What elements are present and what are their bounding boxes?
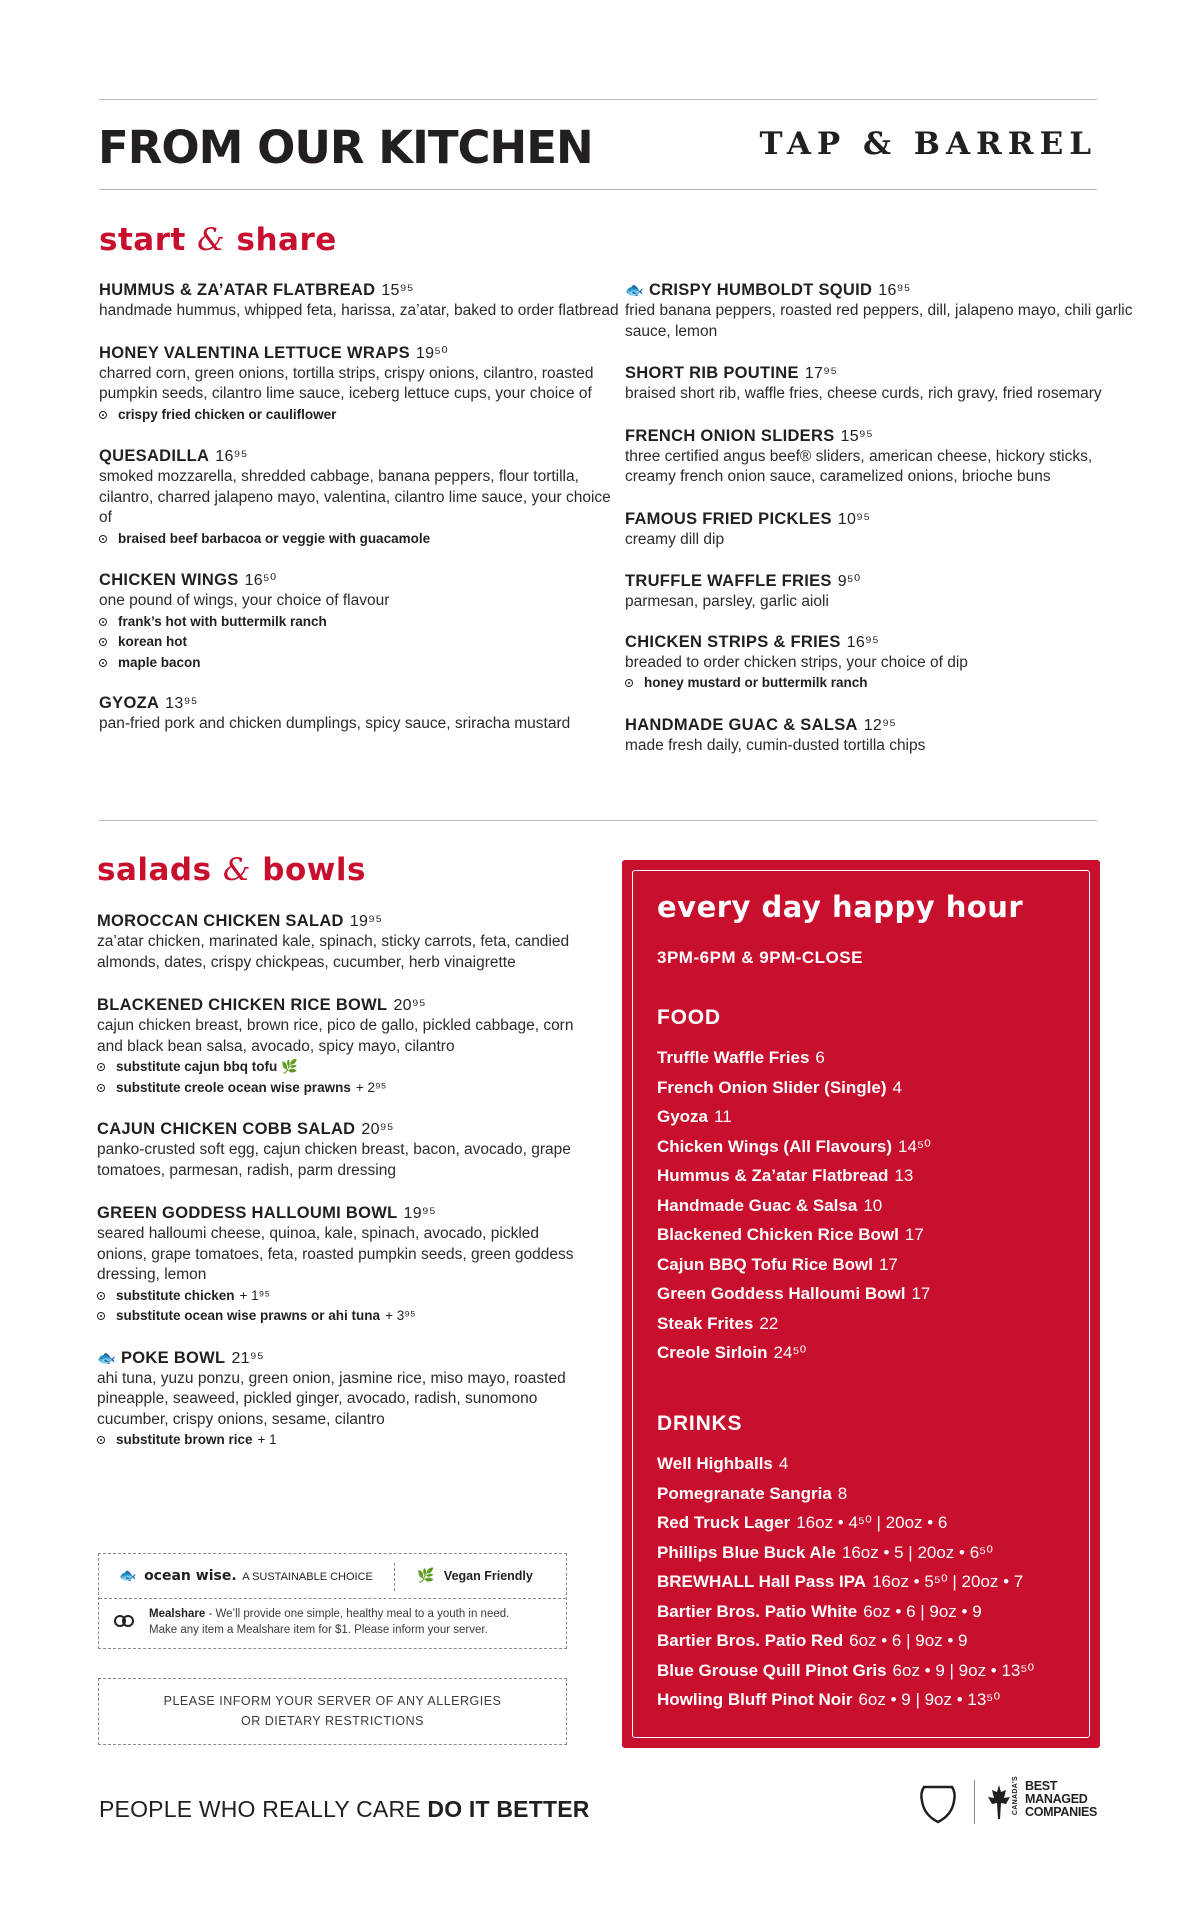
item-price: 20⁹⁵ — [361, 1121, 394, 1138]
happy-hour-item — [657, 1479, 1067, 1509]
award-line: COMPANIES — [1025, 1805, 1098, 1819]
happy-hour-item — [657, 1279, 1067, 1309]
item-description: three certified angus beef® sliders, american cheese, hickory sticks, creamy french onion sauce, caramelized onions, brioche buns — [625, 447, 1093, 485]
happy-hour-item-price: 11 — [714, 1107, 732, 1126]
menu-item — [625, 426, 1145, 488]
happy-hour-item-name: Red Truck Lager — [657, 1513, 791, 1532]
happy-hour-item-price: 16oz • 5⁵⁰ | 20oz • 7 — [872, 1572, 1024, 1591]
item-name: CAJUN CHICKEN COBB SALAD — [97, 1120, 356, 1138]
item-description: ahi tuna, yuzu ponzu, green onion, jasmine rice, miso mayo, roasted pineapple, seaweed, pickled ginger, avocado, radish, sunomono cucumber, crispy onions, sesame, cilantro — [97, 1369, 566, 1428]
happy-hour-item-price: 4 — [892, 1077, 902, 1097]
leaf-icon: 🌿 — [417, 1567, 435, 1583]
menu-item — [97, 1203, 577, 1327]
happy-hour-item-name: Howling Bluff Pinot Noir — [657, 1690, 853, 1709]
happy-hour-item — [657, 1508, 1067, 1538]
item-name: HUMMUS & ZA’ATAR FLATBREAD — [99, 281, 376, 299]
option-text: braised beef barbacoa or veggie with guacamole — [118, 530, 431, 546]
item-description: za’atar chicken, marinated kale, spinach, sticky carrots, feta, candied almonds, dates, crispy chickpeas, cucumber, herb vinaigrette — [97, 933, 570, 971]
menu-item — [97, 1119, 577, 1181]
happy-hour-item-name: Bartier Bros. Patio White — [657, 1601, 858, 1621]
menu-item — [99, 343, 619, 426]
award-line: BEST — [1025, 1779, 1058, 1793]
happy-hour-item-price: 17 — [904, 1225, 924, 1244]
happy-hour-item-price: 16oz • 4⁵⁰ | 20oz • 6 — [796, 1513, 948, 1532]
ocean-wise-fish-icon: 🐟 — [97, 1349, 116, 1367]
item-option — [625, 673, 1145, 694]
option-text: honey mustard or buttermilk ranch — [644, 675, 868, 690]
item-option — [97, 1306, 577, 1327]
item-description: pan-fried pork and chicken dumplings, spicy sauce, sriracha mustard — [99, 715, 571, 732]
happy-hour-item-price: 13 — [894, 1166, 914, 1185]
option-upcharge: + 1 — [257, 1432, 277, 1447]
item-option — [97, 1286, 577, 1307]
happy-hour-item-price: 10 — [863, 1195, 883, 1215]
item-description: creamy dill dip — [625, 530, 725, 548]
item-description: parmesan, parsley, garlic aioli — [625, 593, 829, 610]
happy-hour-item-name: Gyoza — [657, 1107, 709, 1126]
option-text: substitute cajun bbq tofu 🌿 — [116, 1059, 298, 1074]
vegan-badge — [417, 1567, 533, 1584]
item-description: braised short rib, waffle fries, cheese curds, rich gravy, fried rosemary — [625, 385, 1102, 402]
item-option — [99, 529, 619, 550]
item-description: charred corn, green onions, tortilla strips, crispy onions, cilantro, roasted pumpkin seeds, cilantro lime sauce, iceberg lettuce cups, your choice of — [99, 364, 594, 402]
happy-hour-item-price: 17 — [878, 1254, 898, 1274]
menu-item — [625, 509, 1145, 551]
item-price: 21⁹⁵ — [231, 1349, 264, 1367]
tagline-bold: DO IT BETTER — [427, 1796, 590, 1822]
happy-hour-title: every day happy hour — [657, 890, 1024, 924]
menu-item — [97, 1348, 577, 1451]
happy-hour-item — [657, 1656, 1067, 1686]
award-line: MANAGED — [1025, 1792, 1088, 1806]
happy-hour-item — [657, 1449, 1067, 1479]
option-bullet-icon — [97, 1292, 105, 1300]
option-bullet-icon — [99, 659, 107, 667]
section-rule — [99, 820, 1097, 821]
item-option — [99, 632, 619, 653]
tagline — [99, 1796, 590, 1823]
option-bullet-icon — [97, 1436, 105, 1444]
happy-hour-item-price: 6oz • 9 | 9oz • 13⁵⁰ — [858, 1690, 1001, 1709]
item-option — [97, 1078, 577, 1099]
happy-hour-item — [657, 1102, 1067, 1132]
info-divider — [394, 1563, 396, 1591]
happy-hour-item — [657, 1309, 1067, 1339]
item-name: HONEY VALENTINA LETTUCE WRAPS — [99, 343, 410, 362]
happy-hour-item-name: Steak Frites — [657, 1313, 754, 1333]
item-title — [99, 280, 619, 301]
item-title — [625, 715, 1145, 736]
allergy-notice — [98, 1678, 567, 1745]
happy-hour-item-price: 8 — [837, 1483, 848, 1503]
option-bullet-icon — [97, 1063, 105, 1071]
item-price: 19⁹⁵ — [349, 913, 383, 930]
item-price: 19⁹⁵ — [403, 1205, 436, 1222]
menu-item — [625, 571, 1145, 613]
vegan-text: Vegan Friendly — [443, 1569, 533, 1583]
item-price: 17⁹⁵ — [804, 365, 838, 382]
item-name: FRENCH ONION SLIDERS — [625, 426, 835, 445]
item-name: QUESADILLA — [99, 447, 210, 465]
happy-hour-item-price: 14⁵⁰ — [898, 1136, 931, 1156]
option-bullet-icon — [99, 411, 107, 419]
ocean-wise-badge — [119, 1567, 373, 1584]
happy-hour-item-name: Blackened Chicken Rice Bowl — [657, 1225, 899, 1244]
happy-hour-item-name: Pomegranate Sangria — [657, 1483, 832, 1503]
item-description: cajun chicken breast, brown rice, pico de gallo, pickled cabbage, corn and black bean salsa, avocado, spicy mayo, cilantro — [97, 1017, 574, 1055]
item-title — [99, 570, 619, 591]
item-name: CHICKEN WINGS — [99, 571, 239, 589]
item-price: 15⁹⁵ — [840, 427, 873, 445]
happy-hour-item — [657, 1043, 1067, 1073]
happy-hour-item — [657, 1338, 1067, 1368]
item-title — [625, 426, 1145, 447]
item-title — [97, 1348, 577, 1369]
ocean-wise-fish-icon: 🐟 — [625, 282, 644, 299]
fish-icon: 🐟 — [119, 1567, 137, 1583]
title-word: salads — [97, 852, 212, 888]
menu-item — [97, 911, 577, 973]
item-price: 16⁹⁵ — [846, 633, 880, 651]
top-rule — [99, 99, 1097, 100]
item-option — [97, 1057, 577, 1078]
item-option — [99, 612, 619, 633]
item-description: one pound of wings, your choice of flavour — [99, 592, 390, 609]
happy-hour-item-name: BREWHALL Hall Pass IPA — [657, 1572, 867, 1591]
option-text: substitute ocean wise prawns or ahi tuna — [116, 1308, 381, 1323]
item-title — [625, 571, 1145, 592]
item-name: GREEN GODDESS HALLOUMI BOWL — [97, 1204, 398, 1222]
happy-hour-item — [657, 1073, 1067, 1103]
menu-item — [97, 995, 577, 1098]
item-description: made fresh daily, cumin-dusted tortilla chips — [625, 736, 926, 754]
item-name: HANDMADE GUAC & SALSA — [625, 715, 858, 734]
happy-hour-item — [657, 1685, 1067, 1715]
option-text: frank’s hot with buttermilk ranch — [118, 613, 327, 629]
info-top-row — [99, 1554, 566, 1599]
happy-hour-item-name: Chicken Wings (All Flavours) — [657, 1136, 893, 1156]
item-name: CRISPY HUMBOLDT SQUID — [648, 281, 873, 299]
happy-hour-item-name: French Onion Slider (Single) — [657, 1077, 887, 1097]
happy-hour-item — [657, 1132, 1067, 1162]
menu-item — [99, 446, 619, 549]
option-bullet-icon — [97, 1312, 105, 1320]
option-text: substitute creole ocean wise prawns — [116, 1079, 351, 1095]
item-name: BLACKENED CHICKEN RICE BOWL — [97, 996, 388, 1014]
food-heading: FOOD — [657, 1006, 721, 1029]
allergy-line2: OR DIETARY RESTRICTIONS — [240, 1714, 425, 1728]
item-title — [625, 632, 1145, 653]
salads-bowls-title — [97, 852, 366, 888]
drinks-list — [657, 1449, 1067, 1715]
happy-hour-item — [657, 1220, 1067, 1250]
item-option — [99, 653, 619, 674]
menu-item — [625, 363, 1145, 405]
happy-hour-item — [657, 1161, 1067, 1191]
happy-hour-item — [657, 1567, 1067, 1597]
maple-leaf-icon — [988, 1785, 1010, 1824]
item-title — [99, 446, 619, 467]
item-price: 13⁹⁵ — [165, 695, 198, 712]
title-word: share — [236, 222, 337, 258]
item-price: 20⁹⁵ — [393, 997, 426, 1014]
start-share-left-column — [99, 280, 619, 735]
item-title — [99, 693, 619, 714]
happy-hour-item-price: 16oz • 5 | 20oz • 6⁵⁰ — [841, 1542, 994, 1562]
start-share-right-column — [625, 280, 1145, 756]
menu-item — [99, 280, 619, 322]
tagline-regular: PEOPLE WHO REALLY CARE — [99, 1796, 428, 1822]
option-bullet-icon — [97, 1084, 105, 1092]
shield-icon — [918, 1783, 958, 1830]
mealshare-line2: Make any item a Mealshare item for $1. Please inform your server. — [149, 1624, 488, 1636]
happy-hour-item — [657, 1538, 1067, 1568]
item-description: fried banana peppers, roasted red peppers, dill, jalapeno mayo, chili garlic sauce, lemon — [625, 302, 1133, 340]
start-share-title — [99, 222, 337, 258]
item-name: TRUFFLE WAFFLE FRIES — [625, 572, 832, 590]
item-title — [97, 1119, 577, 1140]
item-price: 12⁹⁵ — [863, 716, 897, 734]
happy-hour-item-name: Handmade Guac & Salsa — [657, 1195, 858, 1215]
happy-hour-item — [657, 1191, 1067, 1221]
happy-hour-item-name: Green Goddess Halloumi Bowl — [657, 1284, 906, 1303]
item-title — [625, 363, 1145, 384]
happy-hour-panel — [622, 860, 1100, 1748]
happy-hour-item-price: 17 — [911, 1284, 931, 1303]
mealshare-text — [149, 1606, 509, 1638]
option-bullet-icon — [99, 618, 107, 626]
option-text: substitute brown rice — [116, 1432, 253, 1447]
option-bullet-icon — [99, 638, 107, 646]
item-name: SHORT RIB POUTINE — [625, 364, 799, 382]
item-title — [97, 1203, 577, 1224]
option-bullet-icon — [625, 679, 633, 687]
item-name: GYOZA — [99, 694, 160, 712]
title-word: bowls — [262, 852, 366, 888]
ocean-wise-logo: ocean wise. — [144, 1568, 237, 1584]
happy-hour-item-name: Blue Grouse Quill Pinot Gris — [657, 1660, 887, 1680]
item-title — [99, 343, 619, 364]
mealshare-icon — [113, 1614, 133, 1626]
happy-hour-item — [657, 1626, 1067, 1656]
option-bullet-icon — [99, 535, 107, 543]
item-price: 19⁵⁰ — [415, 344, 448, 362]
item-price: 10⁹⁵ — [837, 510, 871, 528]
item-option — [97, 1430, 577, 1451]
item-price: 16⁹⁵ — [215, 448, 248, 465]
item-price: 9⁵⁰ — [837, 573, 861, 590]
happy-hour-item — [657, 1250, 1067, 1280]
drinks-heading: DRINKS — [657, 1412, 743, 1435]
happy-hour-item-name: Truffle Waffle Fries — [657, 1048, 810, 1067]
header-rule — [99, 189, 1097, 190]
item-description: smoked mozzarella, shredded cabbage, banana peppers, flour tortilla, cilantro, charred jalapeno mayo, valentina, cilantro lime sauce, your choice of — [99, 468, 611, 526]
mealshare-name: Mealshare — [149, 1608, 206, 1620]
salads-bowls-column — [97, 911, 577, 1451]
happy-hour-item-name: Cajun BBQ Tofu Rice Bowl — [657, 1254, 873, 1274]
title-amp: & — [222, 852, 251, 888]
option-upcharge: + 3⁹⁵ — [385, 1308, 416, 1323]
info-box — [98, 1553, 567, 1649]
title-amp: & — [197, 222, 226, 258]
ocean-wise-text: A SUSTAINABLE CHOICE — [242, 1571, 373, 1583]
happy-hour-item-price: 4 — [778, 1454, 789, 1473]
menu-item — [625, 715, 1145, 757]
happy-hour-item-name: Creole Sirloin — [657, 1343, 768, 1362]
option-text: maple bacon — [118, 654, 201, 670]
menu-item — [625, 280, 1145, 342]
item-name: CHICKEN STRIPS & FRIES — [625, 632, 841, 651]
item-title — [97, 911, 577, 932]
item-price: 16⁹⁵ — [878, 282, 911, 299]
best-managed-logo — [1025, 1780, 1097, 1819]
item-name: MOROCCAN CHICKEN SALAD — [97, 912, 344, 930]
happy-hour-item-price: 24⁵⁰ — [773, 1343, 807, 1362]
menu-item — [625, 632, 1145, 694]
happy-hour-item-price: 6oz • 9 | 9oz • 13⁵⁰ — [892, 1660, 1035, 1680]
item-name: FAMOUS FRIED PICKLES — [625, 509, 832, 528]
mealshare-line1: - We’ll provide one simple, healthy meal to a youth in need. — [205, 1608, 510, 1620]
item-title — [625, 509, 1145, 530]
happy-hour-item-name: Bartier Bros. Patio Red — [657, 1631, 844, 1650]
happy-hour-item-price: 6 — [815, 1048, 825, 1067]
option-text: substitute chicken — [116, 1287, 235, 1303]
item-description: handmade hummus, whipped feta, harissa, za’atar, baked to order flatbread — [99, 302, 619, 319]
menu-item — [99, 693, 619, 735]
title-word: start — [99, 222, 186, 258]
item-name: POKE BOWL — [120, 1348, 226, 1367]
option-text: crispy fried chicken or cauliflower — [118, 406, 337, 422]
item-title — [625, 280, 1145, 301]
allergy-line1: PLEASE INFORM YOUR SERVER OF ANY ALLERGIES — [163, 1694, 502, 1708]
happy-hour-item-price: 6oz • 6 | 9oz • 9 — [863, 1601, 982, 1621]
option-upcharge: + 2⁹⁵ — [355, 1079, 387, 1095]
menu-item — [99, 570, 619, 673]
option-text: korean hot — [118, 634, 188, 649]
option-upcharge: + 1⁹⁵ — [239, 1287, 271, 1303]
item-price: 16⁵⁰ — [244, 572, 277, 589]
happy-hour-item-name: Phillips Blue Buck Ale — [657, 1542, 836, 1562]
item-description: panko-crusted soft egg, cajun chicken breast, bacon, avocado, grape tomatoes, parmesan, radish, parm dressing — [97, 1141, 571, 1179]
item-title — [97, 995, 577, 1016]
food-list — [657, 1043, 1067, 1368]
brand-logo: TAP & BARREL — [759, 126, 1097, 162]
award-side-text: CANADA'S — [1012, 1776, 1019, 1816]
happy-hour-item-price: 6oz • 6 | 9oz • 9 — [849, 1631, 968, 1650]
happy-hour-item-name: Hummus & Za’atar Flatbread — [657, 1166, 889, 1185]
happy-hour-item-price: 22 — [759, 1313, 779, 1333]
happy-hour-item-name: Well Highballs — [657, 1454, 773, 1473]
page-title: FROM OUR KITCHEN — [98, 121, 593, 174]
item-option — [99, 405, 619, 426]
footer-divider — [974, 1780, 975, 1824]
item-description: seared halloumi cheese, quinoa, kale, spinach, avocado, pickled onions, grape tomatoes, feta, roasted pumpkin seeds, green goddess dressing, lemon — [97, 1225, 574, 1283]
happy-hour-hours: 3PM-6PM & 9PM-CLOSE — [657, 948, 863, 967]
item-description: breaded to order chicken strips, your choice of dip — [625, 653, 968, 671]
item-price: 15⁹⁵ — [381, 282, 414, 299]
happy-hour-item — [657, 1597, 1067, 1627]
